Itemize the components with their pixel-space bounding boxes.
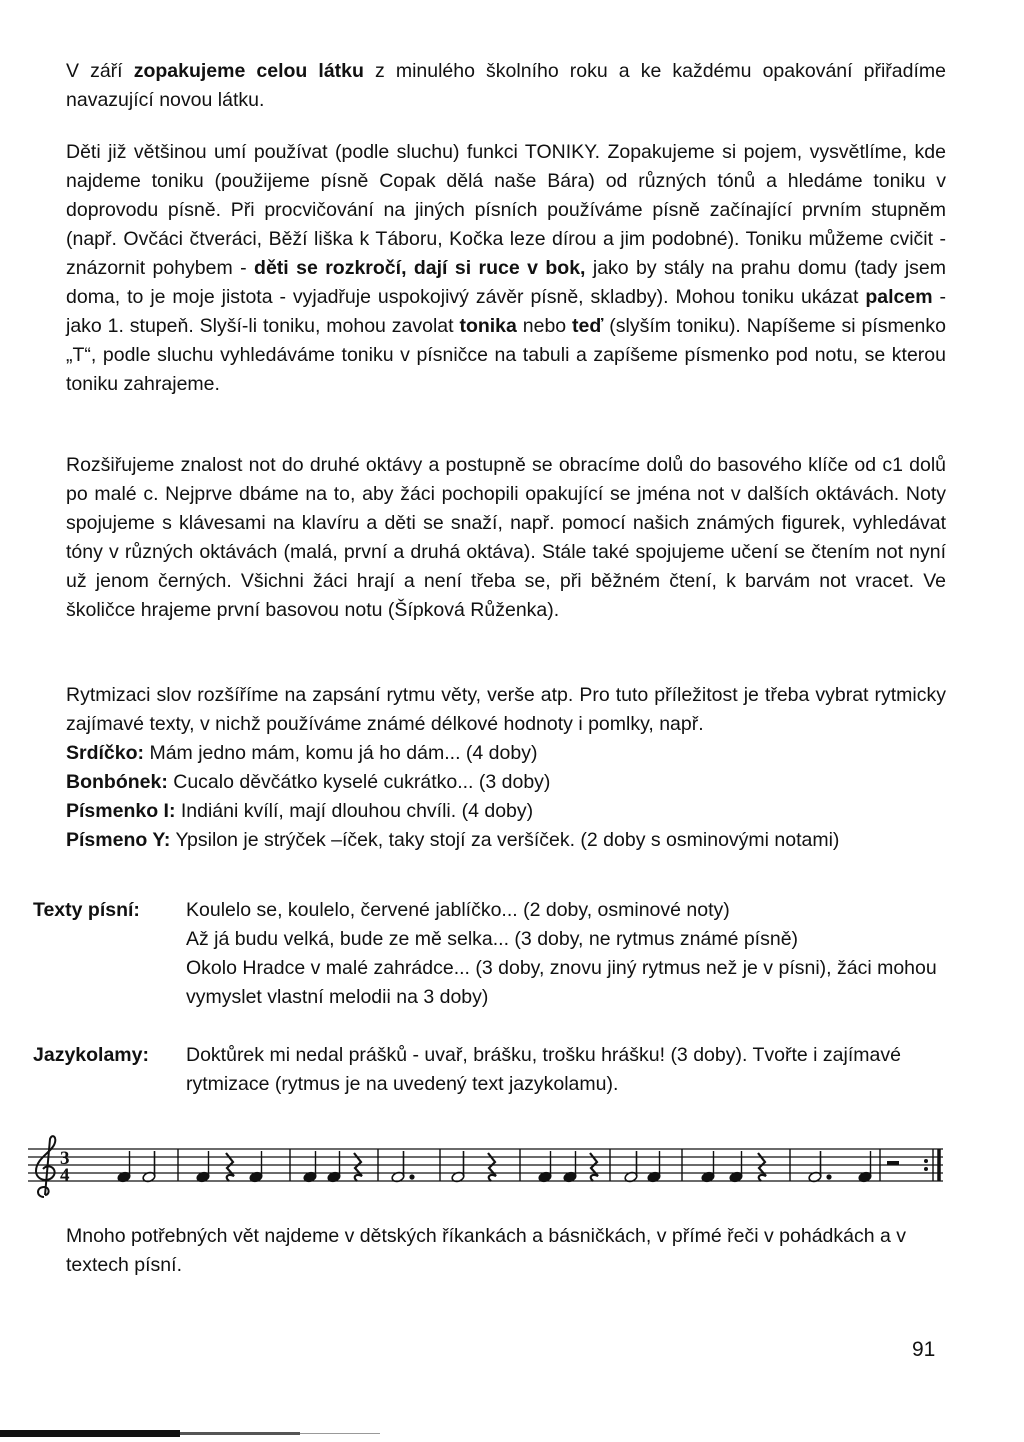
paragraph-rhythm xyxy=(66,681,946,855)
tonika-bold-3: tonika xyxy=(459,315,517,337)
rhythm-item-text: Indiáni kvílí, mají dlouhou chvíli. (4 doby) xyxy=(175,800,534,822)
rhythm-intro: Rytmizaci slov rozšíříme na zapsání rytmu věty, verše atp. Pro tuto příležitost je třeba vybrat rytmicky zajímavé texty, v nichž používáme známé délkové hodnoty i pomlky, např. xyxy=(66,684,946,735)
half-note xyxy=(451,1151,465,1183)
tonika-text-4: nebo xyxy=(516,315,573,337)
quarter-note xyxy=(858,1151,872,1183)
rhythm-item xyxy=(66,826,946,855)
quarter-note xyxy=(729,1151,743,1183)
scan-artifact xyxy=(0,1430,180,1437)
songs-label: Texty písní: xyxy=(33,899,140,921)
tonika-text-3: - jako 1. stupeň. Slyší-li toniku, mohou zavolat xyxy=(66,286,946,337)
time-signature-bottom: 4 xyxy=(60,1165,70,1186)
staff-lines xyxy=(28,1149,943,1181)
rhythm-item xyxy=(66,739,946,768)
rhythm-item-label: Bonbónek: xyxy=(66,771,168,793)
intro-bold: zopakujeme celou látku xyxy=(133,60,364,82)
tonika-text-1: Děti již většinou umí používat (podle sluchu) funkci TONIKY. Zopakujeme si pojem, vysvětlíme, kde najdeme toniku (použijeme písně Copak dělá naše Bára) od různých tónů a hledáme toniku v doprovodu písně. Při procvičování na jiných písních používáme písně začínající prvním stupněm (např. Ovčáci čtveráci, Běží liška k Táboru, Kočka leze dírou a jim podobné). Toniku můžeme cvičit - znázornit pohybem - xyxy=(66,141,946,279)
song-line: Až já budu velká, bude ze mě selka... (3 doby, ne rytmus známé písně) xyxy=(186,928,799,950)
tongue-twister-label: Jazykolamy: xyxy=(33,1044,149,1066)
half-note xyxy=(624,1151,638,1183)
treble-clef-icon xyxy=(36,1136,55,1197)
paragraph-octaves xyxy=(66,451,946,625)
quarter-note xyxy=(249,1151,263,1183)
rhythm-item-label: Písmenko I: xyxy=(66,800,176,822)
rhythm-item xyxy=(66,797,946,826)
dotted-half-note xyxy=(391,1151,414,1183)
page-number: 91 xyxy=(912,1338,936,1361)
songs-section xyxy=(33,896,946,1012)
quarter-note xyxy=(303,1151,317,1183)
paragraph-tonika xyxy=(66,138,946,399)
rhythm-item-label: Písmeno Y: xyxy=(66,829,171,851)
paragraph-closing xyxy=(66,1222,946,1280)
scan-artifact xyxy=(180,1432,300,1435)
tongue-twister-section xyxy=(33,1041,946,1101)
tonika-bold-2: palcem xyxy=(865,286,933,308)
song-line: Koulelo se, koulelo, červené jablíčko... (2 doby, osminové noty) xyxy=(186,899,730,921)
music-staff xyxy=(28,1135,948,1205)
half-rest-icon xyxy=(887,1161,899,1165)
intro-text: V září xyxy=(66,60,134,82)
tonika-text-2: jako by stály na prahu domu (tady jsem doma, to je moje jistota - vyjadřuje uspokojivý závěr písně, skladby). Mohou toniku ukázat xyxy=(66,257,946,308)
song-line: Okolo Hradce v malé zahrádce... (3 doby, znovu jiný rytmus než je v písni), žáci mohou vymyslet vlastní melodii na 3 doby) xyxy=(186,957,937,1008)
quarter-note xyxy=(647,1151,661,1183)
time-signature-top: 3 xyxy=(60,1148,70,1169)
scan-artifact xyxy=(300,1433,380,1434)
quarter-note xyxy=(563,1151,577,1183)
rhythm-item-text: Cucalo děvčátko kyselé cukrátko... (3 doby) xyxy=(167,771,551,793)
intro-text-2: z minulého školního roku a ke každému opakování přiřadíme navazující novou látku. xyxy=(66,60,947,111)
half-note xyxy=(142,1151,156,1183)
tonika-bold-1: děti se rozkročí, dají si ruce v bok, xyxy=(254,257,586,279)
rhythm-item-text: Ypsilon je strýček –íček, taky stojí za veršíček. (2 doby s osminovými notami) xyxy=(170,829,840,851)
quarter-note xyxy=(538,1151,552,1183)
rhythm-item xyxy=(66,768,946,797)
octaves-text: Rozšiřujeme znalost not do druhé oktávy a postupně se obracíme dolů do basového klíče od c1 dolů po malé c. Nejprve dbáme na to, aby žáci pochopili opakující se jména not v dalších oktávách. Noty spojujeme s klávesami na klavíru a děti se snaží, např. pomocí našich známých figurek, vyhledávat tóny v různých oktávách (malá, první a druhá oktáva). Stále také spojujeme učení se čtením not nyní už jenom černých. Všichni žáci hrají a není třeba se, při běžném čtení, k barvám not vracet. Ve školičce hrajeme první basovou notu (Šípková Růženka). xyxy=(66,454,946,621)
tonika-text-5: (slyším toniku). Napíšeme si písmenko „T“, podle sluchu vyhledáváme toniku v písničce na tabuli a zapíšeme písmenko pod notu, se kterou toniku zahrajeme. xyxy=(66,315,946,395)
quarter-note xyxy=(117,1151,131,1183)
rhythm-item-label: Srdíčko: xyxy=(66,742,145,764)
quarter-note xyxy=(327,1151,341,1183)
paragraph-intro xyxy=(66,57,946,115)
closing-text: Mnoho potřebných vět najdeme v dětských říkankách a básničkách, v přímé řeči v pohádkách a v textech písní. xyxy=(66,1225,907,1276)
songs-list xyxy=(186,896,946,1012)
dotted-half-note xyxy=(808,1151,831,1183)
tonika-bold-4: teď xyxy=(572,315,604,337)
rhythm-item-text: Mám jedno mám, komu já ho dám... (4 doby) xyxy=(144,742,538,764)
quarter-note xyxy=(701,1151,715,1183)
quarter-note xyxy=(196,1151,210,1183)
tongue-twister-text: Doktůrek mi nedal prášků - uvař, brášku, trošku hrášku! (3 doby). Tvořte i zajímavé rytmizace (rytmus je na uvedený text jazykolamu). xyxy=(186,1044,901,1095)
